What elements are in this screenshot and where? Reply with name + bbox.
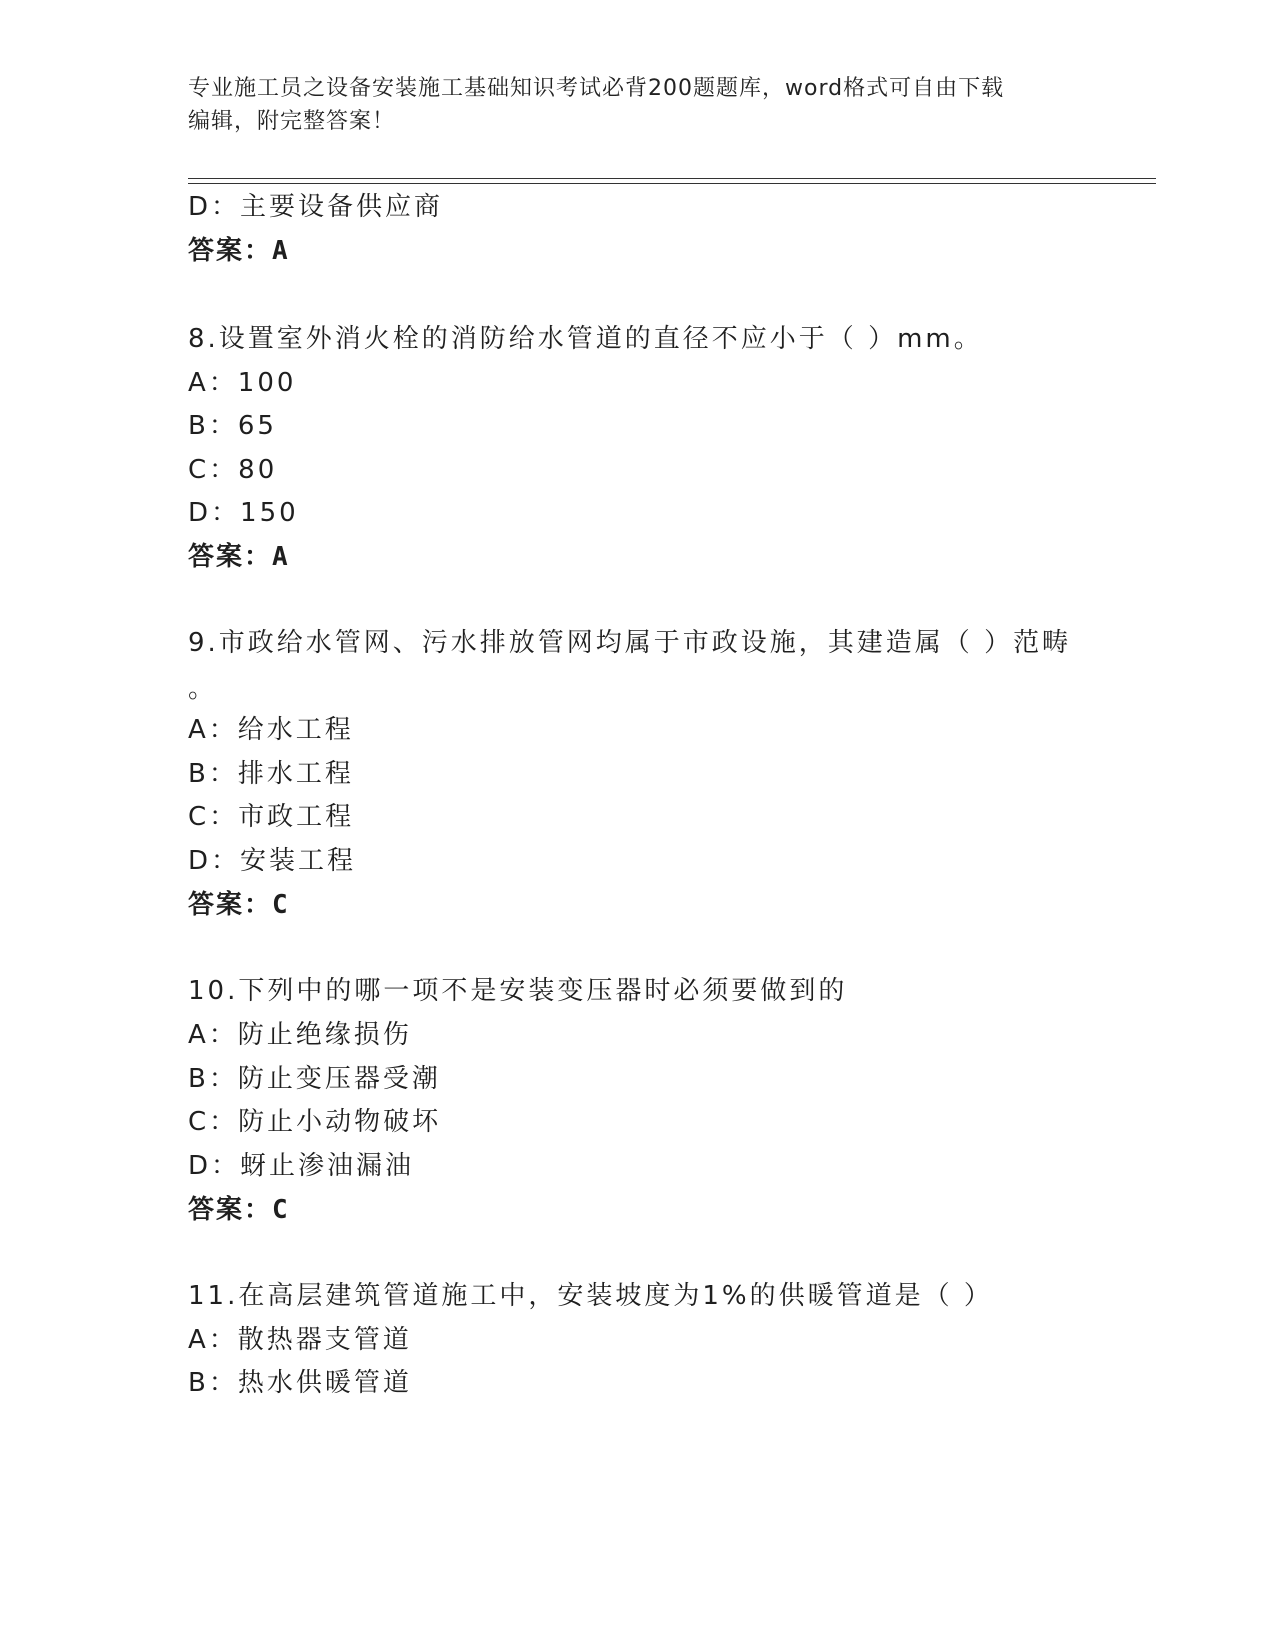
question-9-option-d: D：安装工程 bbox=[188, 846, 357, 876]
prev-option-d: D：主要设备供应商 bbox=[188, 192, 444, 222]
question-10-stem: 10.下列中的哪一项不是安装变压器时必须要做到的 bbox=[188, 976, 848, 1006]
answer-label: 答案： bbox=[188, 236, 273, 266]
question-8-option-c: C：80 bbox=[188, 455, 278, 485]
prev-answer bbox=[188, 230, 290, 267]
header-divider-top bbox=[188, 178, 1156, 179]
question-11-option-a: A：散热器支管道 bbox=[188, 1325, 412, 1355]
question-9-option-b: B：排水工程 bbox=[188, 759, 354, 789]
question-9-option-a: A：给水工程 bbox=[188, 715, 354, 745]
question-9-stem: 9.市政给水管网、污水排放管网均属于市政设施，其建造属（ ）范畴 bbox=[188, 628, 1072, 658]
question-10-answer bbox=[188, 1189, 290, 1226]
answer-value: C bbox=[272, 890, 290, 920]
question-10-option-a: A：防止绝缘损伤 bbox=[188, 1020, 412, 1050]
question-9-option-c: C：市政工程 bbox=[188, 802, 355, 832]
document-header bbox=[188, 72, 1088, 138]
answer-label: 答案： bbox=[188, 542, 273, 572]
question-8-stem: 8.设置室外消火栓的消防给水管道的直径不应小于（ ）mm。 bbox=[188, 324, 983, 354]
header-divider-bottom bbox=[188, 183, 1156, 184]
answer-value: A bbox=[272, 542, 290, 572]
question-8-option-d: D：150 bbox=[188, 498, 299, 528]
question-10-option-c: C：防止小动物破坏 bbox=[188, 1107, 442, 1137]
question-8-answer bbox=[188, 536, 290, 573]
header-line-1: 专业施工员之设备安装施工基础知识考试必背200题题库，word格式可自由下载 bbox=[188, 76, 1005, 101]
question-11-option-b: B：热水供暖管道 bbox=[188, 1368, 412, 1398]
answer-value: A bbox=[272, 236, 290, 266]
answer-label: 答案： bbox=[188, 1195, 273, 1225]
header-line-2: 编辑，附完整答案！ bbox=[188, 109, 396, 134]
question-10-option-b: B：防止变压器受潮 bbox=[188, 1064, 441, 1094]
answer-value: C bbox=[272, 1195, 290, 1225]
answer-label: 答案： bbox=[188, 890, 273, 920]
question-9-answer bbox=[188, 884, 290, 921]
question-10-option-d: D：蚜止渗油漏油 bbox=[188, 1151, 415, 1181]
question-9-stem-continuation: 。 bbox=[188, 674, 218, 704]
question-11-stem: 11.在高层建筑管道施工中，安装坡度为1%的供暖管道是（ ） bbox=[188, 1281, 993, 1311]
question-8-option-b: B：65 bbox=[188, 411, 277, 441]
question-8-option-a: A：100 bbox=[188, 368, 297, 398]
